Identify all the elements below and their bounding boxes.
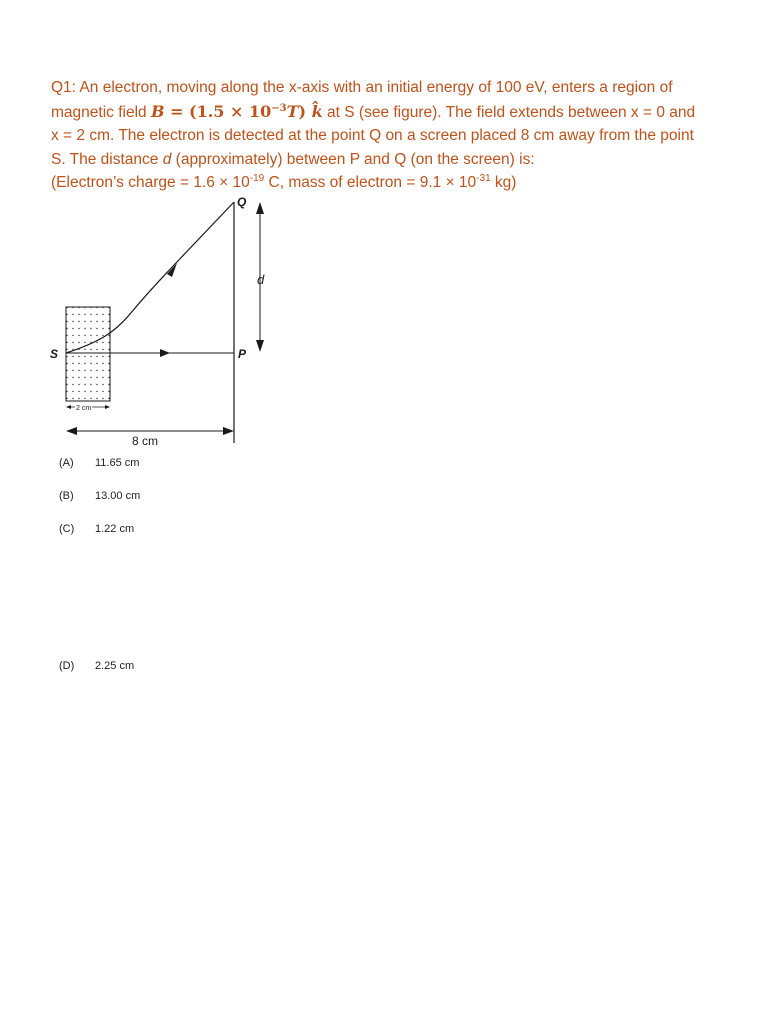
option-d[interactable] [59,660,134,672]
straight-path-arrow [160,349,170,357]
question-line-1: Q1: An electron, moving along the x-axis with an initial energy of 100 eV, enters a region of [51,79,673,96]
distance-arrow-right [223,427,234,435]
option-b[interactable] [59,490,140,502]
field-equation: $B = (1.5 \times 10^{-3}T)$ k̂ [150,101,323,121]
distance-arrow-left [66,427,77,435]
d-arrow-head-bottom [256,340,264,352]
trajectory-arrow [167,263,177,277]
question-line-5: (Electron’s charge = $1.6 \times 10^{-19}$ C, mass of electron = $9.1 \times 10^{-31}$ kg) [51,173,517,191]
question-line-3: x = 2 cm. The electron is detected at the point Q on a screen placed 8 cm away from the point [51,127,694,144]
option-text: 11.65 cm [95,457,140,469]
option-c[interactable] [59,523,134,535]
field-width-arrow-left [66,405,71,409]
option-letter: (B) [59,490,74,502]
option-text: 13.00 cm [95,490,141,502]
label-distance: 8 cm [132,434,159,448]
option-letter: (A) [59,457,74,469]
option-letter: (D) [59,660,75,672]
label-s: S [50,347,59,361]
option-letter: (C) [59,523,75,535]
option-text: 1.22 cm [95,523,135,535]
option-a[interactable] [59,457,139,469]
label-field-width: 2 cm [76,405,92,412]
physics-figure [40,192,265,452]
field-width-arrow-right [105,405,110,409]
d-arrow-head-top [256,202,264,214]
question-line-2: magnetic field $B = (1.5 \times 10^{-3}T)$ k̂ at S (see figure). The field extends between x = 0 and [51,101,696,121]
label-q: Q [237,195,247,209]
label-p: P [238,347,247,361]
question-line-4: S. The distance d (approximately) between P and Q (on the screen) is: [51,150,535,168]
label-d: d [257,272,265,287]
question-text [51,76,741,195]
magnetic-field-region [66,307,110,401]
option-text: 2.25 cm [95,660,135,672]
